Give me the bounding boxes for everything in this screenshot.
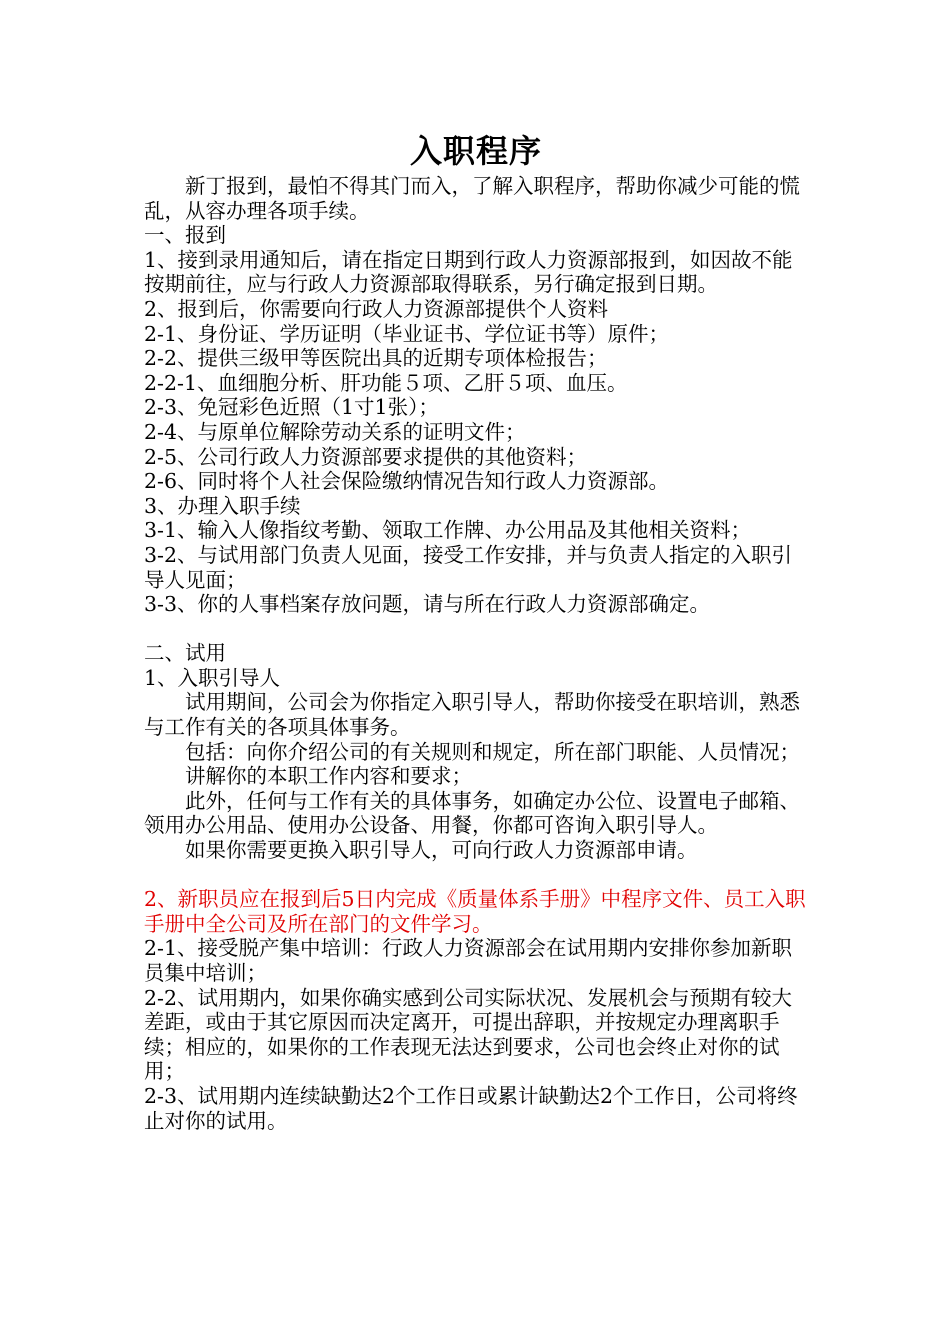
section2-para4: 此外，任何与工作有关的具体事务，如确定办公位、设置电子邮箱、领用办公用品、使用办公设备、用餐，你都可咨询入职引导人。 [144,788,800,838]
section2-item2-3: 2-3、试用期内连续缺勤达2个工作日或累计缺勤达2个工作日，公司将终止对你的试用。 [144,1083,798,1133]
section2-item1: 1、入职引导人 [144,665,281,690]
document-page [144,128,808,1133]
section1-item2-5: 2-5、公司行政人力资源部要求提供的其他资料； [144,444,588,469]
section1-item2-1: 2-1、身份证、学历证明（毕业证书、学位证书等）原件； [144,321,670,346]
section2-heading: 二、试用 [144,641,226,666]
section1-heading: 一、报到 [144,223,226,248]
section1-item2: 2、报到后，你需要向行政人力资源部提供个人资料 [144,296,609,321]
section2-para2: 包括：向你介绍公司的有关规则和规定，所在部门职能、人员情况； [185,739,800,764]
section1-item2-3: 2-3、免冠彩色近照（1寸1张）； [144,395,439,420]
section2-item2-highlight: 2、新职员应在报到后5日内完成《质量体系手册》中程序文件、员工入职手册中全公司及所在部门的文件学习。 [144,887,806,936]
section2-para5: 如果你需要更换入职引导人，可向行政人力资源部申请。 [185,838,698,863]
section1-item2-2: 2-2、提供三级甲等医院出具的近期专项体检报告； [144,346,608,371]
section1-item3: 3、办理入职手续 [144,493,301,518]
section1-item3-1: 3-1、输入人像指纹考勤、领取工作牌、办公用品及其他相关资料； [144,518,752,543]
section2-item2-1: 2-1、接受脱产集中培训：行政人力资源部会在试用期内安排你参加新职员集中培训； [144,936,793,985]
section2-para3: 讲解你的本职工作内容和要求； [185,764,472,789]
section2-para1: 试用期间，公司会为你指定入职引导人，帮助你接受在职培训，熟悉与工作有关的各项具体事务。 [144,690,800,740]
section1-item1: 1、接到录用通知后，请在指定日期到行政人力资源部报到，如因故不能按期前往，应与行政人力资源部取得联系，另行确定报到日期。 [144,247,793,297]
section1-item2-4: 2-4、与原单位解除劳动关系的证明文件； [144,419,526,444]
section1-item2-2-1: 2-2-1、血细胞分析、肝功能５项、乙肝５项、血压。 [144,370,628,395]
section1-item3-2: 3-2、与试用部门负责人见面，接受工作安排，并与负责人指定的入职引导人见面； [144,542,793,592]
section1-item2-6: 2-6、同时将个人社会保险缴纳情况告知行政人力资源部。 [144,469,670,494]
section1-item3-3: 3-3、你的人事档案存放问题，请与所在行政人力资源部确定。 [144,592,711,617]
blank-line [144,863,808,888]
section2-item2-2: 2-2、试用期内，如果你确实感到公司实际状况、发展机会与预期有较大差距，或由于其它原因而决定离开，可提出辞职，并按规定办理离职手续；相应的，如果你的工作表现无法达到要求，公司也会终止对你的试用； [144,985,793,1084]
document-title: 入职程序 [409,132,542,170]
intro-paragraph: 新丁报到，最怕不得其门而入，了解入职程序，帮助你减少可能的慌乱，从容办理各项手续。 [144,174,800,223]
blank-line [144,617,808,642]
